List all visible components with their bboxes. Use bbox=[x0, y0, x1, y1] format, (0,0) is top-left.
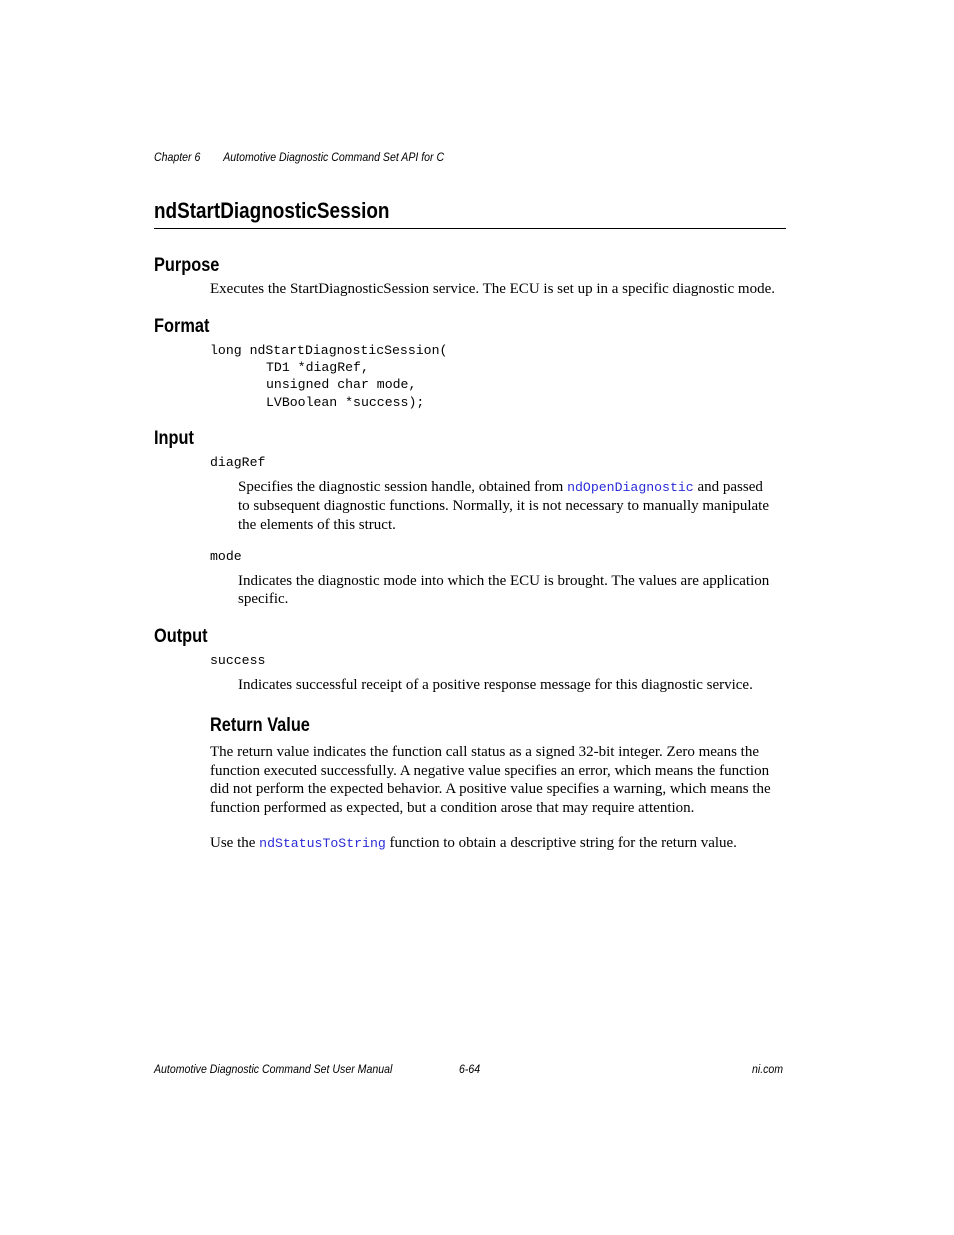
param-mode-desc-line-1: Indicates the diagnostic mode into which the ECU is brought. The values are application bbox=[238, 573, 770, 589]
title-divider bbox=[154, 228, 786, 229]
param-success-desc: Indicates successful receipt of a positive response message for this diagnostic service. bbox=[238, 677, 753, 693]
format-line-4: LVBoolean *success); bbox=[266, 395, 425, 410]
footer-website: ni.com bbox=[752, 1062, 784, 1076]
ndstatustostring-link[interactable]: ndStatusToString bbox=[259, 836, 386, 851]
param-success: success bbox=[210, 653, 266, 668]
footer-page-number: 6-64 bbox=[459, 1062, 481, 1076]
footer-manual-title: Automotive Diagnostic Command Set User Manual bbox=[154, 1062, 393, 1076]
param-diagref-desc-line-2: to subsequent diagnostic functions. Normally, it is not necessary to manually manipulate bbox=[238, 498, 770, 514]
return-value-line-3: did not perform the expected behavior. A positive value specifies a warning, which means the bbox=[210, 781, 771, 797]
input-heading: Input bbox=[154, 428, 194, 449]
param-diagref-desc-line-3: the elements of this struct. bbox=[238, 517, 396, 533]
function-title: ndStartDiagnosticSession bbox=[154, 198, 390, 223]
param-diagref: diagRef bbox=[210, 455, 266, 470]
format-line-3: unsigned char mode, bbox=[266, 377, 417, 392]
purpose-text: Executes the StartDiagnosticSession service. The ECU is set up in a specific diagnostic mode. bbox=[210, 281, 776, 297]
return-value-line-2: function executed successfully. A negative value specifies an error, which means the function bbox=[210, 763, 770, 779]
output-heading: Output bbox=[154, 626, 208, 647]
purpose-heading: Purpose bbox=[154, 255, 220, 276]
return-value-heading: Return Value bbox=[210, 715, 310, 736]
running-header bbox=[154, 150, 444, 164]
chapter-number: Chapter 6 bbox=[154, 150, 201, 164]
format-line-2: TD1 *diagRef, bbox=[266, 360, 369, 375]
ndopendiagnostic-link[interactable]: ndOpenDiagnostic bbox=[567, 480, 694, 495]
chapter-title: Automotive Diagnostic Command Set API for C bbox=[223, 150, 445, 164]
param-mode-desc-line-2: specific. bbox=[238, 591, 289, 607]
format-line-1: long ndStartDiagnosticSession( bbox=[210, 343, 448, 358]
format-heading: Format bbox=[154, 316, 210, 337]
param-mode: mode bbox=[210, 549, 242, 564]
return-value-usage: Use the ndStatusToString function to obtain a descriptive string for the return value. bbox=[210, 835, 737, 851]
return-value-line-4: function performed as expected, but a condition arose that may require attention. bbox=[210, 800, 695, 816]
return-value-line-1: The return value indicates the function call status as a signed 32-bit integer. Zero means the bbox=[210, 744, 759, 760]
param-diagref-desc-line-1: Specifies the diagnostic session handle, obtained from ndOpenDiagnostic and passed bbox=[238, 479, 763, 495]
